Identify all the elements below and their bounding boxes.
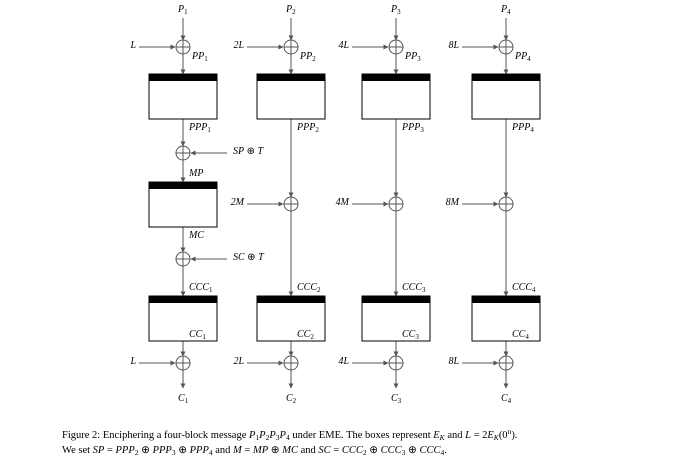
col4-label-cc: $CC_4$ [512, 329, 529, 341]
col2-label-offset-mid: 2M [230, 197, 244, 208]
col3-label-ciphertext: $C_3$ [391, 393, 402, 405]
col4-xor-post [499, 356, 513, 370]
col4-label-plaintext: $P_4$ [501, 4, 511, 16]
caption-line-1: Figure 2: Enciphering a four-block message $P_1P_2P_3P_4$ under EME. The boxes represent $E_K$ and $L = 2E_K(0^n)$. [62, 427, 518, 442]
col4-xor-pre [499, 40, 513, 54]
col2-box-top [257, 74, 325, 119]
col3-label-plaintext: $P_3$ [391, 4, 401, 16]
col1-label-ciphertext: $C_1$ [178, 393, 189, 405]
col1-label-ccc: $CCC_1$ [189, 282, 213, 294]
col2-label-ppp: $PPP_2$ [297, 122, 319, 134]
col4-label-pp: $PP_4$ [515, 51, 531, 63]
col4-label-ccc: $CCC_4$ [512, 282, 536, 294]
col1-box-top [149, 74, 217, 119]
col3-label-offset-pre: 4L [338, 40, 349, 51]
col1-box-bot [149, 296, 217, 341]
col4-label-offset-pre: 8L [448, 40, 459, 51]
col3-label-offset-post: 4L [338, 356, 349, 367]
col2-label-pp: $PP_2$ [300, 51, 316, 63]
col2-label-ccc: $CCC_2$ [297, 282, 321, 294]
caption-line-2: We set SP = $PPP_2$ ⊕ $PPP_3$ ⊕ $PPP_4$ and M = MP ⊕ MC and SC = $CCC_2$ ⊕ $CCC_3$ ⊕ $CCC_4$. [62, 445, 447, 458]
col2-label-offset-post: 2L [233, 356, 244, 367]
col4-box-top [472, 74, 540, 119]
figure-caption [62, 428, 642, 458]
col2-label-ciphertext: $C_2$ [286, 393, 297, 405]
col3-box-top [362, 74, 430, 119]
col3-label-offset-mid: 4M [335, 197, 349, 208]
col3-label-ccc: $CCC_3$ [402, 282, 426, 294]
col4-label-offset-post: 8L [448, 356, 459, 367]
col3-label-cc: $CC_3$ [402, 329, 419, 341]
col1-label-sc-xor-t: SC ⊕ T [233, 252, 264, 263]
col4-label-ppp: $PPP_4$ [512, 122, 534, 134]
col3-box-bot [362, 296, 430, 341]
col4-box-bot [472, 296, 540, 341]
col3-label-pp: $PP_3$ [405, 51, 421, 63]
col1-label-offset-post: L [130, 356, 136, 367]
col4-xor-mid [499, 197, 513, 211]
col4-label-offset-mid: 8M [445, 197, 459, 208]
col1-label-ppp: $PPP_1$ [189, 122, 211, 134]
col1-label-mp: MP [189, 168, 204, 179]
col1-xor-sp [176, 146, 190, 160]
col1-label-cc: $CC_1$ [189, 329, 206, 341]
col1-label-offset-pre: L [130, 40, 136, 51]
col1-label-plaintext: $P_1$ [178, 4, 188, 16]
col1-label-mc: MC [189, 230, 204, 241]
col1-label-sp-xor-t: SP ⊕ T [233, 146, 264, 157]
col4-label-ciphertext: $C_4$ [501, 393, 512, 405]
col1-xor-sc [176, 252, 190, 266]
col1-label-pp: $PP_1$ [192, 51, 208, 63]
col3-label-ppp: $PPP_3$ [402, 122, 424, 134]
col2-box-bot [257, 296, 325, 341]
col2-label-cc: $CC_2$ [297, 329, 314, 341]
col2-label-offset-pre: 2L [233, 40, 244, 51]
col2-label-plaintext: $P_2$ [286, 4, 296, 16]
